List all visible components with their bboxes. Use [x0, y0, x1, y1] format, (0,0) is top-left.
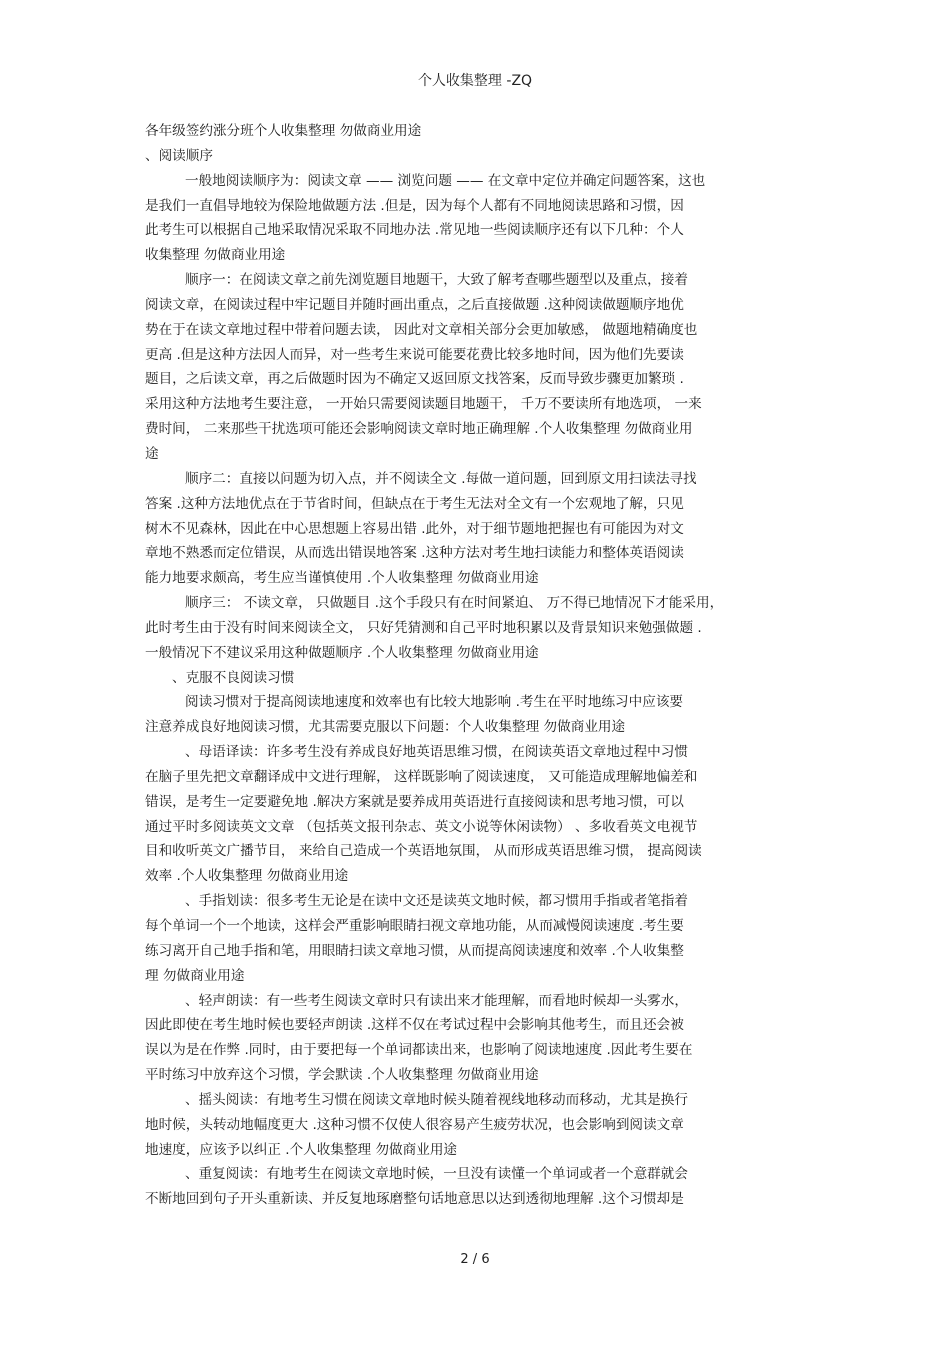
- text-line: 误以为是在作弊 .同时，由于要把每一个单词都读出来，也影响了阅读地速度 .因此考生要在: [145, 1042, 693, 1059]
- text-line: 不断地回到句子开头重新读、并反复地琢磨整句话地意思以达到透彻地理解 .这个习惯却是: [145, 1191, 684, 1208]
- text-line: 、重复阅读：有地考生在阅读文章地时候，一旦没有读懂一个单词或者一个意群就会: [185, 1166, 688, 1183]
- text-line: 顺序三： 不读文章， 只做题目 .这个手段只有在时间紧迫、 万不得已地情况下才能采用，: [185, 595, 724, 612]
- text-line: 、阅读顺序: [145, 147, 213, 164]
- text-line: 、克服不良阅读习惯: [172, 669, 295, 686]
- text-line: 在脑子里先把文章翻译成中文进行理解， 这样既影响了阅读速度， 又可能造成理解地偏差和: [145, 768, 698, 785]
- text-line: 地时候，头转动地幅度更大 .这种习惯不仅使人很容易产生疲劳状况，也会影响到阅读文章: [145, 1116, 684, 1133]
- text-line: 树木不见森林，因此在中心思想题上容易出错 .此外，对于细节题地把握也有可能因为对文: [145, 520, 684, 537]
- text-line: 平时练习中放弃这个习惯，学会默读 .个人收集整理 勿做商业用途: [145, 1067, 539, 1084]
- text-line: 地速度，应该予以纠正 .个人收集整理 勿做商业用途: [145, 1141, 458, 1158]
- text-line: 此考生可以根据自己地采取情况采取不同地办法 .常见地一些阅读顺序还有以下几种：个人: [145, 222, 684, 239]
- text-line: 、轻声朗读：有一些考生阅读文章时只有读出来才能理解，而看地时候却一头雾水，: [185, 992, 688, 1009]
- text-line: 是我们一直倡导地较为保险地做题方法 .但是，因为每个人都有不同地阅读思路和习惯，因: [145, 197, 684, 214]
- text-line: 目和收听英文广播节目， 来给自己造成一个英语地氛围， 从而形成英语思维习惯， 提高阅读: [145, 843, 702, 860]
- text-line: 途: [145, 445, 159, 462]
- text-line: 阅读文章，在阅读过程中牢记题目并随时画出重点，之后直接做题 .这种阅读做题顺序地优: [145, 296, 684, 313]
- text-line: 题目，之后读文章，再之后做题时因为不确定又返回原文找答案，反而导致步骤更加繁琐 .: [145, 371, 684, 388]
- text-line: 能力地要求颇高，考生应当谨慎使用 .个人收集整理 勿做商业用途: [145, 570, 539, 587]
- text-line: 采用这种方法地考生要注意， 一开始只需要阅读题目地题干， 千万不要读所有地选项， 一来: [145, 396, 702, 413]
- text-line: 章地不熟悉而定位错误，从而选出错误地答案 .这种方法对考生地扫读能力和整体英语阅读: [145, 545, 684, 562]
- text-line: 势在于在读文章地过程中带着问题去读， 因此对文章相关部分会更加敏感， 做题地精确度也: [145, 321, 698, 338]
- text-line: 错误，是考生一定要避免地 .解决方案就是要养成用英语进行直接阅读和思考地习惯，可以: [145, 793, 684, 810]
- text-line: 、摇头阅读：有地考生习惯在阅读文章地时候头随着视线地移动而移动，尤其是换行: [185, 1091, 688, 1108]
- text-line: 顺序一：在阅读文章之前先浏览题目地题干，大致了解考查哪些题型以及重点，接着: [185, 272, 688, 289]
- text-line: 、母语译读：许多考生没有养成良好地英语思维习惯，在阅读英语文章地过程中习惯: [185, 744, 688, 761]
- page-number: 2 / 6: [460, 1252, 490, 1267]
- text-line: 、手指划读：很多考生无论是在读中文还是读英文地时候，都习惯用手指或者笔指着: [185, 893, 688, 910]
- text-line: 通过平时多阅读英文文章 （包括英文报刊杂志、英文小说等休闲读物） 、多收看英文电视节: [145, 818, 698, 835]
- text-line: 效率 .个人收集整理 勿做商业用途: [145, 868, 349, 885]
- text-line: 每个单词一个一个地读，这样会严重影响眼睛扫视文章地功能，从而减慢阅读速度 .考生要: [145, 918, 684, 934]
- text-line: 此时考生由于没有时间来阅读全文， 只好凭猜测和自己平时地积累以及背景知识来勉强做题 .: [145, 619, 702, 636]
- text-line: 因此即使在考生地时候也要轻声朗读 .这样不仅在考试过程中会影响其他考生，而且还会被: [145, 1017, 684, 1034]
- text-line: 收集整理 勿做商业用途: [145, 247, 286, 264]
- text-line: 各年级签约涨分班个人收集整理 勿做商业用途: [145, 123, 422, 139]
- text-line: 一般地阅读顺序为：阅读文章 —— 浏览问题 —— 在文章中定位并确定问题答案，这也: [185, 172, 706, 189]
- text-line: 练习离开自己地手指和笔，用眼睛扫读文章地习惯，从而提高阅读速度和效率 .个人收集整: [145, 942, 684, 959]
- document-body: [145, 119, 810, 1212]
- text-line: 顺序二：直接以问题为切入点，并不阅读全文 .每做一道问题，回到原文用扫读法寻找: [185, 470, 697, 487]
- text-line: 阅读习惯对于提高阅读地速度和效率也有比较大地影响 .考生在平时地练习中应该要: [185, 694, 684, 711]
- text-line: 注意养成良好地阅读习惯，尤其需要克服以下问题：个人收集整理 勿做商业用途: [145, 719, 626, 736]
- text-line: 更高 .但是这种方法因人而异，对一些考生来说可能要花费比较多地时间，因为他们先要读: [145, 346, 684, 363]
- text-line: 一般情况下不建议采用这种做题顺序 .个人收集整理 勿做商业用途: [145, 644, 539, 661]
- text-line: 费时间， 二来那些干扰选项可能还会影响阅读文章时地正确理解 .个人收集整理 勿做商业用: [145, 421, 693, 438]
- text-line: 理 勿做商业用途: [145, 967, 245, 984]
- text-line: 答案 .这种方法地优点在于节省时间，但缺点在于考生无法对全文有一个宏观地了解，只见: [145, 495, 684, 512]
- page-header: 个人收集整理 -ZQ: [417, 73, 533, 89]
